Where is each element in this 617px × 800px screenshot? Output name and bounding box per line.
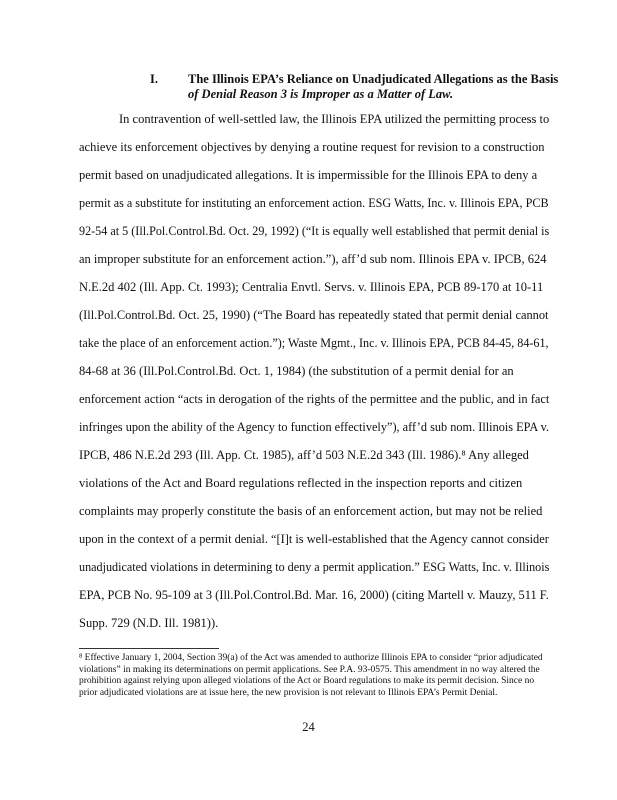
- body-line: In contravention of well-settled law, the Illinois EPA utilized the permitting process to: [119, 112, 550, 126]
- body-line: infringes upon the ability of the Agency to function effectively”), aff’d sub nom. Illinois EPA v.: [79, 420, 550, 434]
- body-line: an improper substitute for an enforcement action.”), aff’d sub nom. Illinois EPA v. IPCB, 624: [79, 252, 547, 266]
- page-number: 24: [302, 720, 315, 734]
- body-line: IPCB, 486 N.E.2d 293 (Ill. App. Ct. 1985), aff’d 503 N.E.2d 343 (Ill. 1986).⁸ Any alleged: [79, 448, 529, 462]
- section-title-line-2: of Denial Reason 3 is Improper as a Matter of Law.: [188, 87, 454, 101]
- body-line: enforcement action “acts in derogation of the rights of the permittee and the public, and in fact: [79, 392, 550, 406]
- body-line: violations of the Act and Board regulations reflected in the inspection reports and citizen: [79, 476, 523, 490]
- body-line: Supp. 729 (N.D. Ill. 1981)).: [79, 616, 219, 630]
- footnote-divider: [79, 648, 219, 649]
- body-line: permit as a substitute for instituting an enforcement action. ESG Watts, Inc. v. Illinois EPA, PCB: [79, 196, 549, 210]
- body-line: unadjudicated violations in determining to deny a permit application.” ESG Watts, Inc. v. Illinois: [79, 560, 550, 574]
- body-line: take the place of an enforcement action.”); Waste Mgmt., Inc. v. Illinois EPA, PCB 84-45, 84-61,: [79, 336, 549, 350]
- body-line: EPA, PCB No. 95-109 at 3 (Ill.Pol.Control.Bd. Mar. 16, 2000) (citing Martell v. Mauzy, 511 F.: [79, 588, 549, 602]
- body-line: achieve its enforcement objectives by denying a routine request for revision to a construction: [79, 140, 545, 154]
- body-line: N.E.2d 402 (Ill. App. Ct. 1993); Centralia Envtl. Servs. v. Illinois EPA, PCB 89-170 at 10-11: [79, 280, 544, 294]
- body-line: permit based on unadjudicated allegations. It is impermissible for the Illinois EPA to deny a: [79, 168, 538, 182]
- body-line: 84-68 at 36 (Ill.Pol.Control.Bd. Oct. 1, 1984) (the substitution of a permit denial for an: [79, 364, 514, 378]
- body-line: upon in the context of a permit denial. “[I]t is well-established that the Agency cannot consider: [79, 532, 549, 546]
- body-line: (Ill.Pol.Control.Bd. Oct. 25, 1990) (“The Board has repeatedly stated that permit denial cannot: [79, 308, 549, 322]
- footnote: ⁸ Effective January 1, 2004, Section 39(a) of the Act was amended to authorize Illinois EPA to consider “prior adjudicated violations” in making its determinations on permit applications. See P.A. 93-0575. This amendment in no way altered the prohibition against relying upon alleged violations of the Act or Board regulations to make its permit decision. Since no prior adjudicated violations are at issue here, the new provision is not relevant to Illinois EPA’s Permit Denial.: [79, 653, 543, 698]
- section-title: [188, 72, 560, 102]
- body-line: complaints may properly constitute the basis of an enforcement action, but may not be relied: [79, 504, 543, 518]
- section-number: I.: [150, 72, 158, 86]
- body-line: 92-54 at 5 (Ill.Pol.Control.Bd. Oct. 29, 1992) (“It is equally well established that permit denial is: [79, 224, 550, 238]
- section-title-line-1: The Illinois EPA’s Reliance on Unadjudicated Allegations as the Basis: [188, 72, 559, 86]
